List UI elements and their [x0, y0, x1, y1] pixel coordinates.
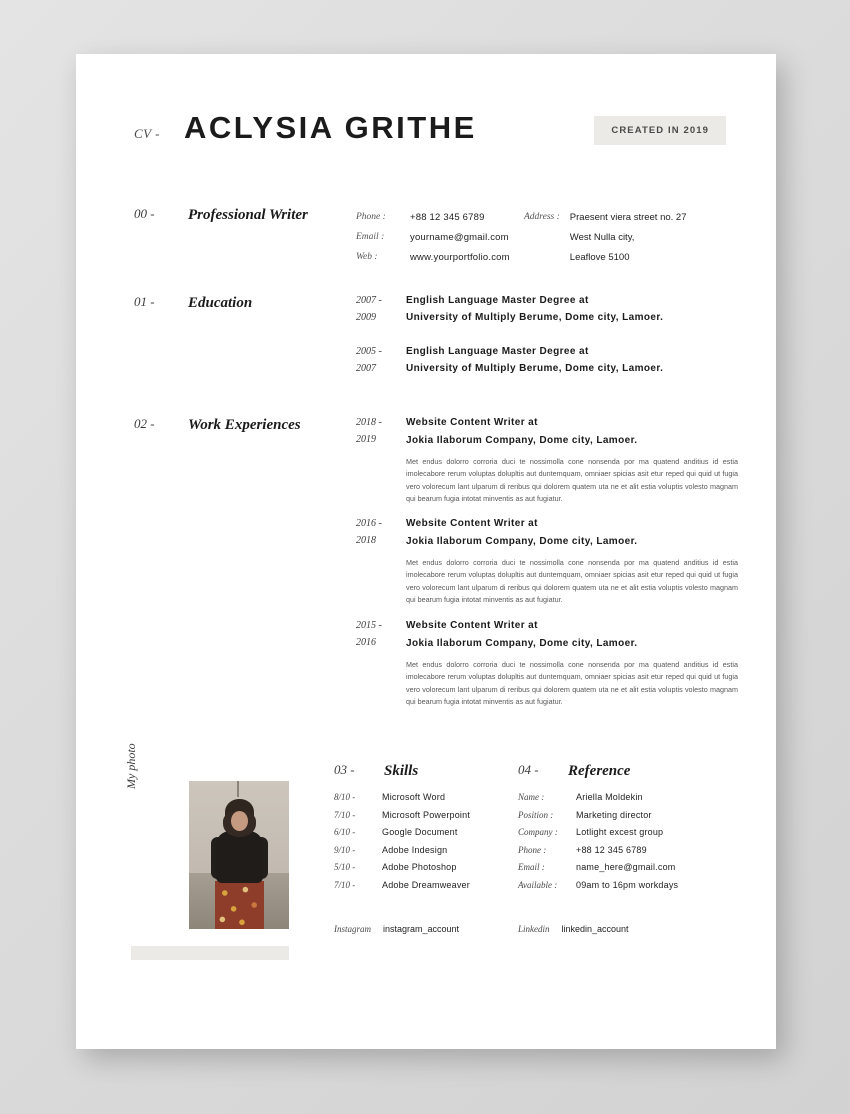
- skill-score: 8/10 -: [334, 792, 356, 802]
- resume-header: [134, 110, 477, 146]
- photo-lamp-wire: [237, 781, 239, 797]
- skill-name: Microsoft Powerpoint: [382, 809, 471, 820]
- work-year-end: 2019: [356, 434, 376, 445]
- skill-name: Adobe Dreamweaver: [382, 879, 470, 890]
- contact-row-phone: [356, 212, 510, 223]
- section-number-profession: 00 -: [134, 206, 155, 221]
- work-detail: [406, 414, 746, 506]
- education-year-end: 2007: [356, 363, 376, 374]
- education-school: University of Multiply Berume, Dome city, Lamoer.: [406, 363, 664, 374]
- work-years: [356, 414, 406, 506]
- education-years: [356, 343, 406, 377]
- resume-page: [76, 54, 776, 1049]
- list-item: [518, 827, 738, 837]
- education-degree: English Language Master Degree at: [406, 295, 589, 306]
- contact-value-email: yourname@gmail.com: [410, 232, 509, 243]
- reference-label: Name :: [518, 792, 545, 802]
- address-line-1: Praesent viera street no. 27: [569, 212, 687, 223]
- linkedin-label: Linkedin: [518, 924, 550, 934]
- address-lines: [570, 212, 687, 272]
- work-year-start: 2018 -: [356, 417, 382, 428]
- skill-score: 7/10 -: [334, 809, 356, 820]
- work-company: Jokia Ilaborum Company, Dome city, Lamoer.: [406, 434, 638, 446]
- reference-label: Company :: [518, 827, 558, 837]
- skill-name: Adobe Indesign: [382, 844, 448, 855]
- list-item: [334, 862, 534, 872]
- linkedin-handle[interactable]: linkedin_account: [561, 924, 629, 934]
- section-number-education: 01 -: [134, 294, 155, 309]
- list-item: [334, 792, 534, 802]
- work-role: Website Content Writer at: [406, 417, 538, 428]
- education-detail: [406, 292, 663, 326]
- contact-block: [356, 212, 510, 272]
- education-entry: [356, 343, 663, 377]
- contact-value-phone: +88 12 345 6789: [410, 212, 485, 223]
- work-detail: [406, 617, 746, 709]
- list-item: [518, 880, 738, 890]
- social-instagram[interactable]: [334, 924, 459, 934]
- education-school: University of Multiply Berume, Dome city, Lamoer.: [406, 312, 664, 323]
- skill-score: 7/10 -: [334, 879, 356, 890]
- work-year-start: 2015 -: [356, 620, 382, 631]
- work-year-end: 2016: [356, 637, 376, 648]
- reference-value: Marketing director: [576, 809, 652, 820]
- reference-value: 09am to 16pm workdays: [576, 879, 679, 890]
- work-years: [356, 515, 406, 607]
- section-title-work: Work Experiences: [188, 417, 301, 433]
- work-year-start: 2016 -: [356, 518, 382, 529]
- list-item: [518, 810, 738, 820]
- page-title: ACLYSIA GRITHE: [183, 110, 477, 145]
- photo-torso: [216, 831, 263, 883]
- contact-value-web: www.yourportfolio.com: [410, 252, 510, 263]
- footer-bar: [131, 946, 289, 960]
- section-number-skills: 03 -: [334, 762, 355, 777]
- work-description: Met endus dolorro corroria duci te nossimolla cone nonsenda por ma quatend anditius id estia imolecabore rerum voluptas dolupltis aut duntemquam, omniaer spicias asit etur reped qui quid ut fugia vero volorecum lant ulparum di reribus qui dolorem quatem uta ne et alit estia voluptis volesto magnam qui bearum fugia intotat minventis as aut fugiatur.: [406, 660, 738, 707]
- address-block: [524, 212, 687, 272]
- list-item: [518, 792, 738, 802]
- skill-name: Adobe Photoshop: [382, 862, 457, 872]
- education-years: [356, 292, 406, 326]
- resume-content: [76, 54, 776, 1049]
- list-item: [334, 827, 534, 837]
- list-item: [334, 810, 534, 820]
- list-item: [518, 845, 738, 855]
- skill-score: 6/10 -: [334, 827, 356, 837]
- work-years: [356, 617, 406, 709]
- reference-label: Email :: [518, 862, 545, 872]
- contact-label-web: Web :: [356, 252, 378, 262]
- address-label: Address :: [524, 212, 560, 222]
- education-year-start: 2007 -: [356, 295, 382, 306]
- work-year-end: 2018: [356, 535, 376, 546]
- address-line-2: West Nulla city,: [569, 232, 635, 243]
- contact-label-phone: Phone :: [356, 212, 386, 222]
- work-description: Met endus dolorro corroria duci te nossimolla cone nonsenda por ma quatend anditius id estia imolecabore rerum voluptas dolupltis aut duntemquam, omniaer spicias asit etur reped qui quid ut fugia vero volorecum lant ulparum di reribus qui dolorem quatem uta ne et alit estia voluptis volesto magnam qui bearum fugia intotat minventis as aut fugiatur.: [406, 457, 738, 504]
- reference-value: +88 12 345 6789: [576, 844, 647, 855]
- list-item: [334, 845, 534, 855]
- work-company: Jokia Ilaborum Company, Dome city, Lamoer.: [406, 637, 638, 649]
- education-detail: [406, 343, 663, 377]
- contact-row-email: [356, 232, 510, 243]
- list-item: [334, 880, 534, 890]
- instagram-label: Instagram: [334, 924, 372, 934]
- photo-face: [231, 811, 248, 831]
- work-role: Website Content Writer at: [406, 620, 538, 631]
- photo-skirt: [215, 881, 264, 929]
- section-title-profession: Professional Writer: [188, 207, 308, 223]
- reference-label: Position :: [518, 809, 554, 820]
- work-company: Jokia Ilaborum Company, Dome city, Lamoer.: [406, 535, 638, 547]
- education-year-start: 2005 -: [356, 346, 382, 357]
- address-line-3: Leaflove 5100: [569, 252, 630, 263]
- reference-value: Ariella Moldekin: [576, 792, 643, 802]
- work-description: Met endus dolorro corroria duci te nossimolla cone nonsenda por ma quatend anditius id estia imolecabore rerum voluptas dolupltis aut duntemquam, omniaer spicias asit etur reped qui quid ut fugia vero volorecum lant ulparum di reribus qui dolorem quatem uta ne et alit estia voluptis volesto magnam qui bearum fugia intotat minventis as aut fugiatur.: [406, 558, 738, 605]
- skill-score: 5/10 -: [334, 862, 356, 872]
- section-title-reference: Reference: [568, 763, 631, 779]
- work-detail: [406, 515, 746, 607]
- work-entry: [356, 414, 746, 506]
- contact-row-web: [356, 252, 510, 263]
- reference-value: Lotlight excest group: [576, 827, 664, 837]
- section-title-skills: Skills: [384, 763, 419, 779]
- education-entry: [356, 292, 663, 326]
- education-year-end: 2009: [356, 312, 376, 323]
- education-degree: English Language Master Degree at: [406, 346, 589, 357]
- section-number-work: 02 -: [134, 416, 155, 431]
- social-linkedin[interactable]: [518, 924, 629, 934]
- skill-name: Microsoft Word: [382, 792, 446, 802]
- reference-label: Available :: [518, 879, 558, 890]
- reference-value: name_here@gmail.com: [576, 862, 676, 872]
- instagram-handle[interactable]: instagram_account: [383, 924, 460, 934]
- work-role: Website Content Writer at: [406, 518, 538, 529]
- section-number-reference: 04 -: [518, 762, 539, 777]
- list-item: [518, 862, 738, 872]
- contact-label-email: Email :: [356, 232, 385, 242]
- status-badge: CREATED IN 2019: [594, 116, 726, 145]
- work-entry: [356, 515, 746, 607]
- cv-prefix: CV -: [134, 126, 160, 141]
- section-title-education: Education: [188, 295, 253, 311]
- reference-list: [518, 792, 738, 897]
- skill-score: 9/10 -: [334, 844, 356, 855]
- skills-list: [334, 792, 534, 897]
- reference-label: Phone :: [518, 844, 547, 855]
- photo-label: My photo: [124, 743, 138, 789]
- avatar: [189, 781, 289, 929]
- skill-name: Google Document: [382, 827, 458, 837]
- work-entry: [356, 617, 746, 709]
